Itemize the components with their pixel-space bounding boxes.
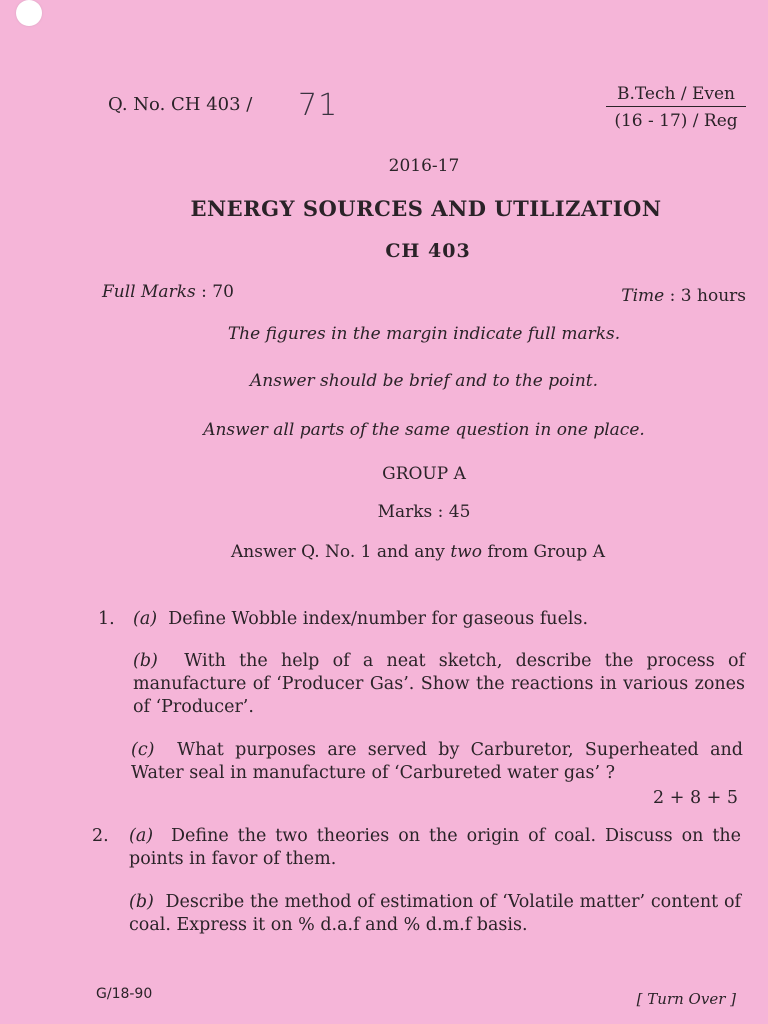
question-1c — [131, 739, 743, 785]
course-info — [606, 84, 746, 131]
course-code: CH 403 — [385, 240, 471, 262]
part-text: Define the two theories on the origin of coal. Discuss on the points in favor of them. — [129, 826, 741, 869]
part-text: With the help of a neat sketch, describe the process of manufacture of ‘Producer Gas’. Show the reactions in various zones of ‘Producer’. — [133, 651, 745, 717]
group-answer-instruction — [34, 542, 768, 562]
question-1b — [133, 650, 745, 719]
question-number-1: 1. — [98, 609, 115, 629]
part-label: (b) — [133, 651, 158, 671]
question-2a — [129, 825, 741, 871]
part-label: (a) — [133, 609, 158, 629]
course-line-1: B.Tech / Even — [606, 84, 746, 107]
full-marks-label: Full Marks — [102, 282, 196, 302]
question-1a — [133, 608, 588, 631]
full-marks — [102, 282, 234, 302]
instruction: The figures in the margin indicate full marks. — [227, 324, 621, 344]
answer-suffix: from Group A — [481, 542, 605, 562]
part-label: (a) — [129, 826, 154, 846]
part-label: (c) — [131, 740, 155, 760]
question-number: Q. No. CH 403 / — [108, 94, 253, 115]
handwritten-number: 71 — [298, 88, 339, 123]
full-marks-value: : 70 — [201, 282, 234, 302]
part-label: (b) — [129, 892, 154, 912]
question-1-marks: 2 + 8 + 5 — [653, 788, 738, 808]
group-marks: Marks : 45 — [377, 502, 471, 522]
question-2b — [129, 891, 741, 937]
paper-code: G/18-90 — [96, 986, 153, 1002]
part-text: Define Wobble index/number for gaseous fuels. — [168, 609, 589, 629]
time-value: : 3 hours — [669, 286, 746, 306]
group-heading: GROUP A — [382, 464, 466, 484]
answer-prefix: Answer Q. No. 1 and any — [231, 542, 451, 562]
part-text: Describe the method of estimation of ‘Volatile matter’ content of coal. Express it on % d.a.f and % d.m.f basis. — [129, 892, 741, 935]
part-text: What purposes are served by Carburetor, Superheated and Water seal in manufacture of ‘Carbureted water gas’ ? — [131, 740, 743, 783]
course-line-2: (16 - 17) / Reg — [614, 111, 738, 131]
instruction: Answer should be brief and to the point. — [249, 371, 599, 391]
question-number-2: 2. — [92, 826, 109, 846]
answer-emphasis: two — [450, 542, 482, 562]
exam-time — [621, 286, 746, 306]
exam-title: ENERGY SOURCES AND UTILIZATION — [190, 196, 662, 221]
instruction: Answer all parts of the same question in one place. — [203, 420, 645, 440]
punch-hole — [16, 0, 42, 26]
turn-over-note: [ Turn Over ] — [636, 990, 736, 1008]
time-label: Time — [621, 286, 665, 306]
exam-year: 2016-17 — [388, 156, 460, 176]
